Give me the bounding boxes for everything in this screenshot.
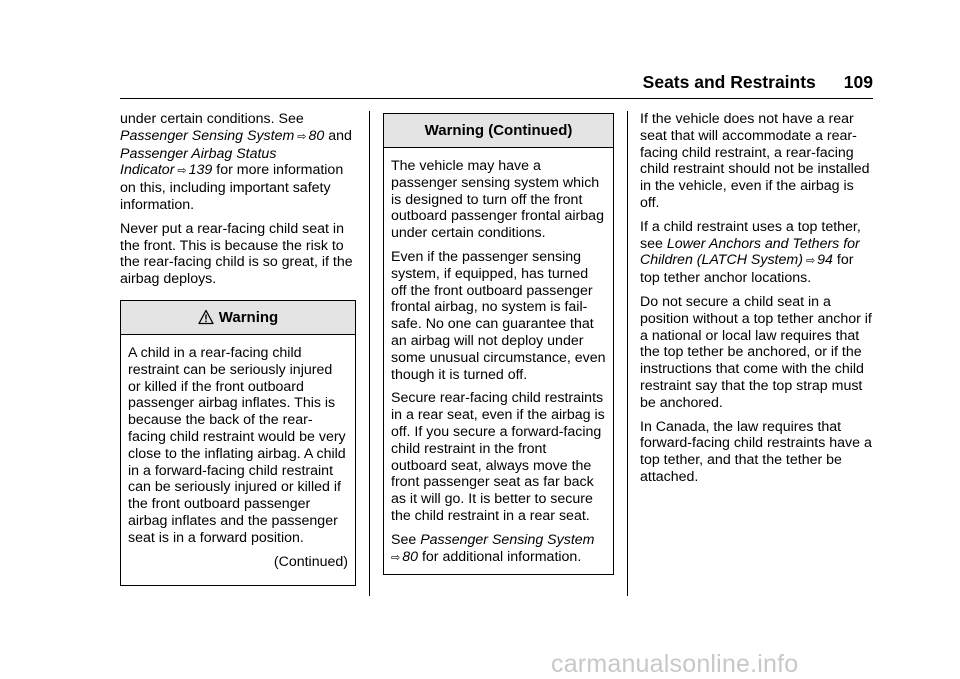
xref-page[interactable]: 94 [817, 252, 833, 269]
warning-box [120, 300, 356, 586]
page-header [0, 72, 873, 93]
paragraph: If the vehicle does not have a rear seat that will accommodate a rear-facing child restraint, a rear-facing child restraint should not be installed in the vehicle, even if the airbag is off. [640, 111, 870, 211]
paragraph [120, 111, 356, 214]
warning-body [384, 148, 613, 574]
text: for additional information. [421, 548, 582, 565]
page-arrow-icon: ⇨ [297, 130, 307, 143]
xref-page[interactable]: 139 [188, 162, 213, 179]
xref-latch-system[interactable]: Lower Anchors and Tethers for Children (LATCH System) [640, 235, 860, 269]
warning-header [121, 301, 355, 335]
paragraph: Never put a rear-facing child seat in the front. This is because the risk to the rear-facing child is so great, if the airbag deploys. [120, 220, 353, 288]
warning-text: The vehicle may have a passenger sensing system which is designed to turn off the front outboard passenger frontal airbag under certain conditions. [391, 158, 604, 242]
warning-header: Warning (Continued) [384, 114, 613, 148]
warning-text: Secure rear-facing child restraints in a rear seat, even if the airbag is off. If you secure a forward-facing child restraint in the front outboard seat, always move the front passenger seat as far back as it will go. It is better to secure the child restraint in a rear seat. [391, 390, 605, 524]
text: See [391, 531, 417, 548]
header-rule [120, 98, 873, 99]
xref-passenger-sensing-system[interactable]: Passenger Sensing System [420, 531, 595, 548]
section-title: Seats and Restraints [642, 72, 816, 92]
text: under certain conditions. See [120, 111, 304, 127]
column-right [640, 111, 876, 493]
paragraph: In Canada, the law requires that forward-facing child restraints have a top tether, and that the tether be attached. [640, 418, 872, 485]
xref-page[interactable]: 80 [402, 548, 418, 565]
column-left [120, 111, 356, 586]
text: for more information on this, including important safety information. [120, 162, 344, 213]
warning-text: A child in a rear-facing child restraint can be seriously injured or killed if the front outboard passenger airbag inflates. This is because the back of the rear-facing child restraint would be very close to the inflating airbag. A child in a forward-facing child restraint can be seriously injured or killed if the front outboard passenger airbag inflates and the passenger seat is in a forward position. [128, 344, 346, 546]
text: If a child restraint uses a top tether, see [640, 218, 861, 252]
xref-page[interactable]: 80 [308, 127, 325, 144]
xref-passenger-airbag-status-indicator[interactable]: Passenger Airbag Status Indicator [120, 145, 277, 179]
xref-passenger-sensing-system[interactable]: Passenger Sensing System [120, 127, 295, 144]
page-number: 109 [843, 72, 873, 92]
warning-icon [198, 309, 214, 325]
warning-text [391, 532, 606, 567]
paragraph: Do not secure a child seat in a position without a top tether anchor if a national or local law requires that the top tether be anchored, or if the instructions that come with the child restraint say that the top strap must be anchored. [640, 293, 872, 411]
column-middle [383, 113, 614, 575]
warning-text: Even if the passenger sensing system, if equipped, has turned off the front outboard passenger frontal airbag, no system is fail-safe. No one can guarantee that an airbag will not deploy under some unusual circumstance, even though it is turned off. [391, 248, 606, 383]
warning-title: Warning [218, 308, 279, 326]
text: for top tether anchor locations. [640, 252, 854, 287]
continued-label: (Continued) [273, 553, 348, 570]
page-arrow-icon: ⇨ [177, 165, 187, 178]
column-divider [627, 111, 628, 596]
column-divider [369, 111, 370, 596]
page-arrow-icon: ⇨ [391, 551, 401, 564]
text: and [328, 127, 352, 144]
warning-box-continued [383, 113, 614, 575]
paragraph [640, 219, 876, 287]
warning-body [121, 335, 355, 585]
watermark: carmanualsonline.info [551, 650, 799, 678]
page-arrow-icon: ⇨ [805, 255, 816, 268]
